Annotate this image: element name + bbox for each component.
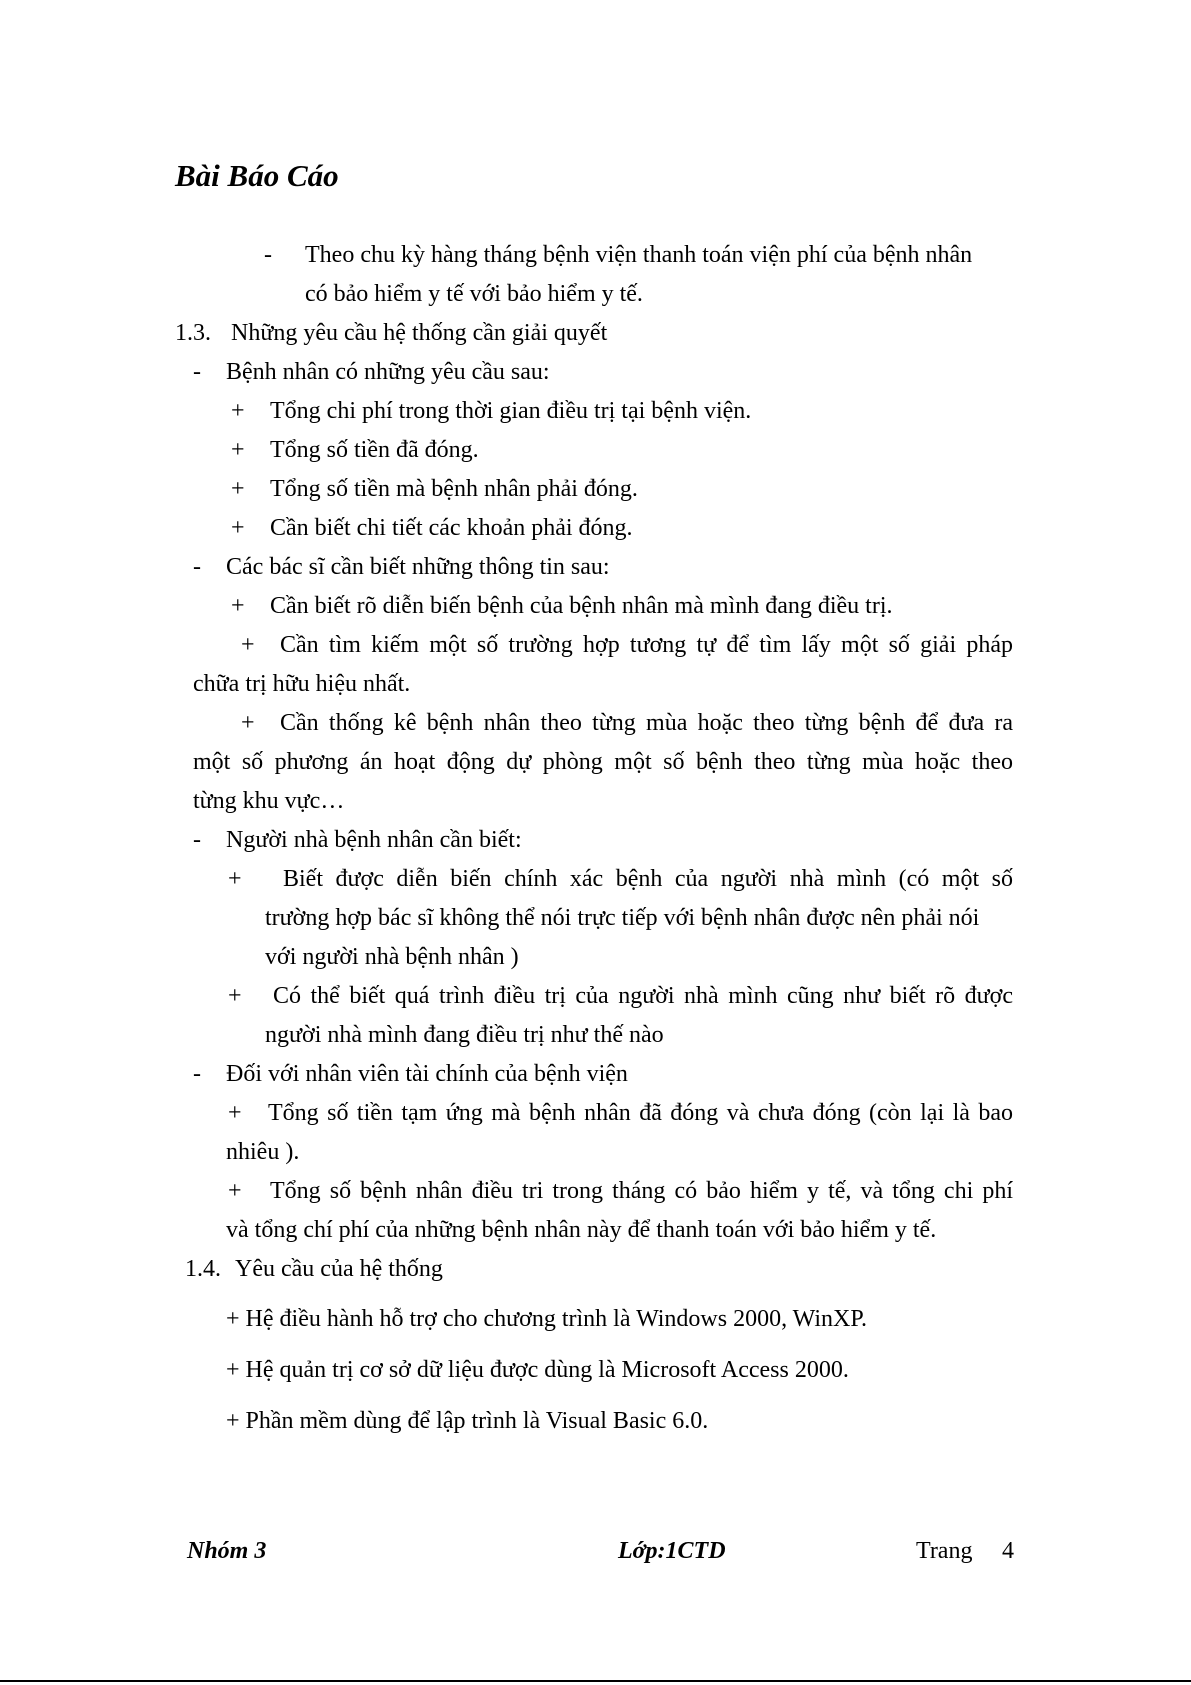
intro-line-1: Theo chu kỳ hàng tháng bệnh viện thanh toán viện phí của bệnh nhân <box>305 242 973 268</box>
requirement-item: + Phần mềm dùng để lập trình là Visual Basic 6.0. <box>226 1408 709 1434</box>
section-number: 1.3. <box>175 320 211 346</box>
list-item-continuation: chữa trị hữu hiệu nhất. <box>193 671 411 697</box>
section-heading: Yêu cầu của hệ thống <box>235 1256 443 1282</box>
page-title: Bài Báo Cáo <box>175 158 339 193</box>
list-item: Cần biết rõ diễn biến bệnh của bệnh nhân mà mình đang điều trị. <box>270 593 893 619</box>
group-label: Đối với nhân viên tài chính của bệnh viện <box>226 1061 628 1087</box>
footer-page-number: 4 <box>1002 1538 1014 1564</box>
bullet-dash: - <box>193 359 201 385</box>
plus-bullet: + <box>241 710 255 736</box>
group-label: Bệnh nhân có những yêu cầu sau: <box>226 359 550 385</box>
list-item: Tổng số tiền mà bệnh nhân phải đóng. <box>270 476 638 502</box>
list-item: Cần biết chi tiết các khoản phải đóng. <box>270 515 633 541</box>
list-item: Cần thống kê bệnh nhân theo từng mùa hoặc theo từng bệnh để đưa ra <box>280 710 1013 736</box>
plus-bullet: + <box>231 476 245 502</box>
list-item: Tổng số tiền tạm ứng mà bệnh nhân đã đóng và chưa đóng (còn lại là bao <box>268 1100 1013 1126</box>
bullet-dash: - <box>193 827 201 853</box>
list-item-continuation: một số phương án hoạt động dự phòng một số bệnh theo từng mùa hoặc theo <box>193 749 1013 775</box>
plus-bullet: + <box>231 515 245 541</box>
footer-class: Lớp:1CTD <box>618 1538 726 1564</box>
list-item: Tổng chi phí trong thời gian điều trị tại bệnh viện. <box>270 398 752 424</box>
list-item: Tổng số tiền đã đóng. <box>270 437 479 463</box>
plus-bullet: + <box>228 866 242 892</box>
list-item-continuation: với người nhà bệnh nhân ) <box>265 944 519 970</box>
plus-bullet: + <box>231 437 245 463</box>
bullet-dash: - <box>264 242 272 268</box>
section-heading: Những yêu cầu hệ thống cần giải quyết <box>231 320 608 346</box>
plus-bullet: + <box>228 983 242 1009</box>
footer-page-label: Trang <box>916 1538 973 1564</box>
requirement-item: + Hệ quản trị cơ sở dữ liệu được dùng là Microsoft Access 2000. <box>226 1357 849 1383</box>
list-item: Cần tìm kiếm một số trường hợp tương tự để tìm lấy một số giải pháp <box>280 632 1013 658</box>
requirement-item: + Hệ điều hành hỗ trợ cho chương trình là Windows 2000, WinXP. <box>226 1306 868 1332</box>
list-item-continuation: người nhà mình đang điều trị như thế nào <box>265 1022 664 1048</box>
footer-group: Nhóm 3 <box>187 1538 267 1564</box>
group-label: Các bác sĩ cần biết những thông tin sau: <box>226 554 610 580</box>
group-label: Người nhà bệnh nhân cần biết: <box>226 827 522 853</box>
list-item: Biết được diễn biến chính xác bệnh của người nhà mình (có một số <box>283 866 1013 892</box>
list-item-continuation: từng khu vực… <box>193 788 345 814</box>
list-item-continuation: nhiêu ). <box>226 1139 300 1165</box>
bullet-dash: - <box>193 554 201 580</box>
plus-bullet: + <box>231 593 245 619</box>
intro-line-2: có bảo hiểm y tế với bảo hiểm y tế. <box>305 281 643 307</box>
plus-bullet: + <box>228 1100 242 1126</box>
plus-bullet: + <box>228 1178 242 1204</box>
list-item-continuation: trường hợp bác sĩ không thể nói trực tiếp với bệnh nhân được nên phải nói <box>265 905 980 931</box>
bullet-dash: - <box>193 1061 201 1087</box>
list-item: Có thể biết quá trình điều trị của người nhà mình cũng như biết rõ được <box>273 983 1013 1009</box>
plus-bullet: + <box>241 632 255 658</box>
section-number: 1.4. <box>185 1256 221 1282</box>
plus-bullet: + <box>231 398 245 424</box>
bottom-rule <box>0 1680 1191 1682</box>
list-item: Tổng số bệnh nhân điều tri trong tháng có bảo hiểm y tế, và tổng chi phí <box>270 1178 1013 1204</box>
list-item-continuation: và tổng chí phí của những bệnh nhân này để thanh toán với bảo hiểm y tế. <box>226 1217 937 1243</box>
